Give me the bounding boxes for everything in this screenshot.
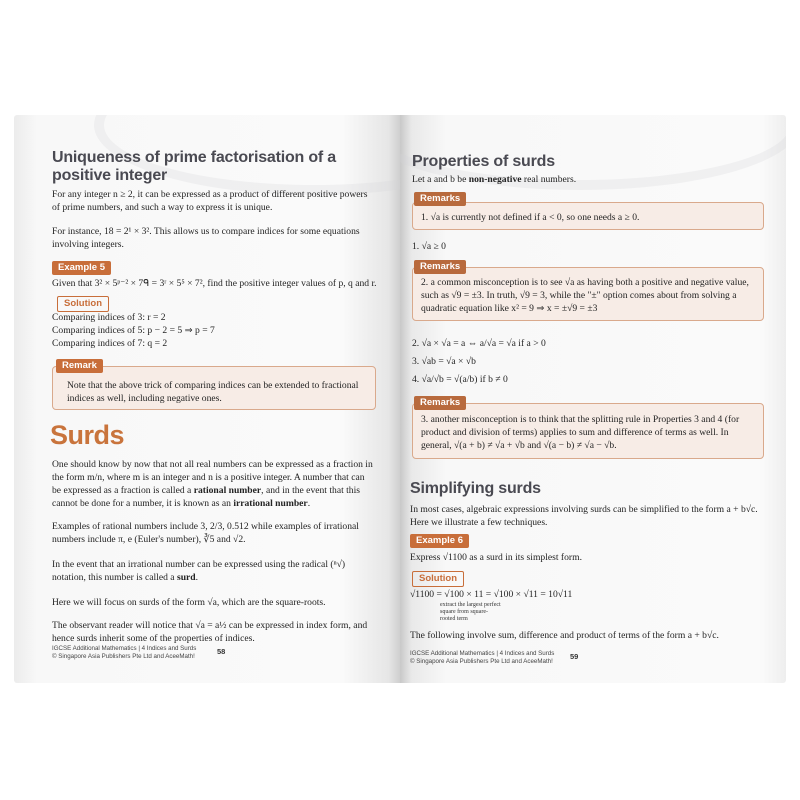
left-footer bbox=[52, 645, 196, 661]
section-heading-uniqueness bbox=[52, 149, 382, 185]
intro-a: Let a and b be bbox=[412, 174, 469, 185]
example-6-text: Express √1100 as a surd in its simplest form. bbox=[410, 552, 582, 563]
closing-paragraph: The following involve sum, difference and product of terms of the form a + b√c. bbox=[410, 630, 719, 641]
solution-line-1: Comparing indices of 3: r = 2 bbox=[52, 312, 166, 323]
non-negative-term: non-negative bbox=[468, 174, 522, 185]
remarks-box-2 bbox=[412, 267, 764, 321]
surds-paragraph-3 bbox=[52, 558, 374, 584]
surds-p1-a: One should know by now that not all real numbers can be expressed as a fraction in the form m/n, where m is an integer and n is a positive integer. A number that can be expressed as a fraction is called a bbox=[52, 459, 373, 496]
solution-equation: √1100 = √100 × 11 = √100 × √11 = 10√11 bbox=[410, 589, 573, 600]
right-footer bbox=[410, 650, 554, 666]
left-footer-line-2: © Singapore Asia Publishers Pte Ltd and AceeMath! bbox=[52, 653, 195, 660]
surd-term: surd bbox=[176, 572, 196, 583]
property-1: 1. √a ≥ 0 bbox=[412, 241, 446, 252]
remark-tag: Remark bbox=[56, 359, 103, 373]
solution-line-3: Comparing indices of 7: q = 2 bbox=[52, 338, 168, 349]
properties-heading: Properties of surds bbox=[412, 153, 555, 170]
intro-c: real numbers. bbox=[521, 174, 577, 185]
paragraph-prime-factorisation: For any integer n ≥ 2, it can be expressed as a product of different positive powers of prime numbers, and such a way to express it is unique. bbox=[52, 189, 368, 213]
remarks-tag-2: Remarks bbox=[414, 260, 466, 274]
surds-p3-a: In the event that an irrational number can be expressed using the radical (ⁿ√) notation, this number is called a bbox=[52, 559, 346, 583]
solution-tag-6: Solution bbox=[412, 571, 464, 587]
solution-annotation: extract the largest perfect square from square-rooted term bbox=[440, 602, 501, 622]
remarks-2-text: 2. a common misconception is to see √a as having both a positive and negative value, such as √9 = ±3. In truth, √9 = 3, while the "±" option comes about from solving a quadratic equation like x² = 9 ⇒ x = ±√9 = ±3 bbox=[421, 277, 749, 314]
remarks-3-text: 3. another misconception is to think that the splitting rule in Properties 3 and 4 (for product and division of terms) applies to sum and difference of terms as well. In general, √(a + b) ≠ √a + √b and √(a − b) ≠ √a − √b. bbox=[421, 414, 740, 451]
property-3: 3. √ab = √a × √b bbox=[412, 356, 476, 367]
surds-paragraph-5: The observant reader will notice that √a = a½ can be expressed in index form, and hence surds inherit some of the properties of indices. bbox=[52, 620, 368, 644]
surds-paragraph-4: Here we will focus on surds of the form √a, which are the square-roots. bbox=[52, 597, 326, 608]
surds-p3-c: . bbox=[195, 572, 199, 583]
right-footer-line-1: IGCSE Additional Mathematics | 4 Indices and Surds bbox=[410, 650, 555, 657]
surds-p1-c: , and in the event that this cannot be done for a number, it is known as an bbox=[52, 485, 361, 509]
solution-tag: Solution bbox=[57, 296, 109, 312]
property-2: 2. √a × √a = a ⇔ a/√a = √a if a > 0 bbox=[412, 338, 546, 349]
example-5-tag: Example 5 bbox=[52, 261, 111, 275]
example-5-text: Given that 3² × 5ᵖ⁻² × 7ᑫ = 3ʳ × 5⁵ × 7², find the positive integer values of p, q and r. bbox=[52, 278, 377, 289]
property-4: 4. √a/√b = √(a/b) if b ≠ 0 bbox=[412, 374, 508, 385]
example-6-tag: Example 6 bbox=[410, 534, 469, 548]
surds-title: Surds bbox=[50, 420, 125, 450]
surds-paragraph-1 bbox=[52, 458, 374, 510]
simplifying-paragraph: In most cases, algebraic expressions involving surds can be simplified to the form a + b√c. Here we illustrate a few techniques. bbox=[410, 504, 758, 528]
open-book bbox=[14, 115, 786, 683]
right-footer-line-2: © Singapore Asia Publishers Pte Ltd and AceeMath! bbox=[410, 658, 553, 665]
heading-line-1: Uniqueness of prime factorisation of a bbox=[52, 149, 337, 166]
solution-lines bbox=[52, 311, 372, 350]
irrational-number-term: irrational number bbox=[233, 498, 308, 509]
properties-intro bbox=[412, 173, 762, 186]
remark-text: Note that the above trick of comparing indices can be extended to fractional indices as well, including negative ones. bbox=[67, 380, 359, 404]
heading-line-2: positive integer bbox=[52, 167, 168, 184]
solution-line-2: Comparing indices of 5: p − 2 = 5 ⇒ p = 7 bbox=[52, 325, 215, 336]
remarks-box-1 bbox=[412, 202, 764, 230]
left-page bbox=[14, 115, 400, 683]
left-page-number: 58 bbox=[217, 647, 226, 656]
simplifying-surds-heading: Simplifying surds bbox=[410, 480, 541, 497]
rational-number-term: rational number bbox=[193, 485, 262, 496]
remarks-tag-3: Remarks bbox=[414, 396, 466, 410]
right-page-number: 59 bbox=[570, 652, 579, 661]
surds-p1-e: . bbox=[307, 498, 311, 509]
left-footer-line-1: IGCSE Additional Mathematics | 4 Indices and Surds bbox=[52, 645, 197, 652]
remarks-box-3 bbox=[412, 403, 764, 459]
right-page bbox=[400, 115, 786, 683]
paragraph-example-18: For instance, 18 = 2¹ × 3². This allows us to compare indices for some equations involving integers. bbox=[52, 226, 360, 250]
remarks-1-text: 1. √a is currently not defined if a < 0, so one needs a ≥ 0. bbox=[421, 212, 640, 223]
surds-paragraph-2: Examples of rational numbers include 3, 2/3, 0.512 while examples of irrational numbers include π, e (Euler's number), ∛5 and √2. bbox=[52, 521, 359, 545]
remarks-tag-1: Remarks bbox=[414, 192, 466, 206]
